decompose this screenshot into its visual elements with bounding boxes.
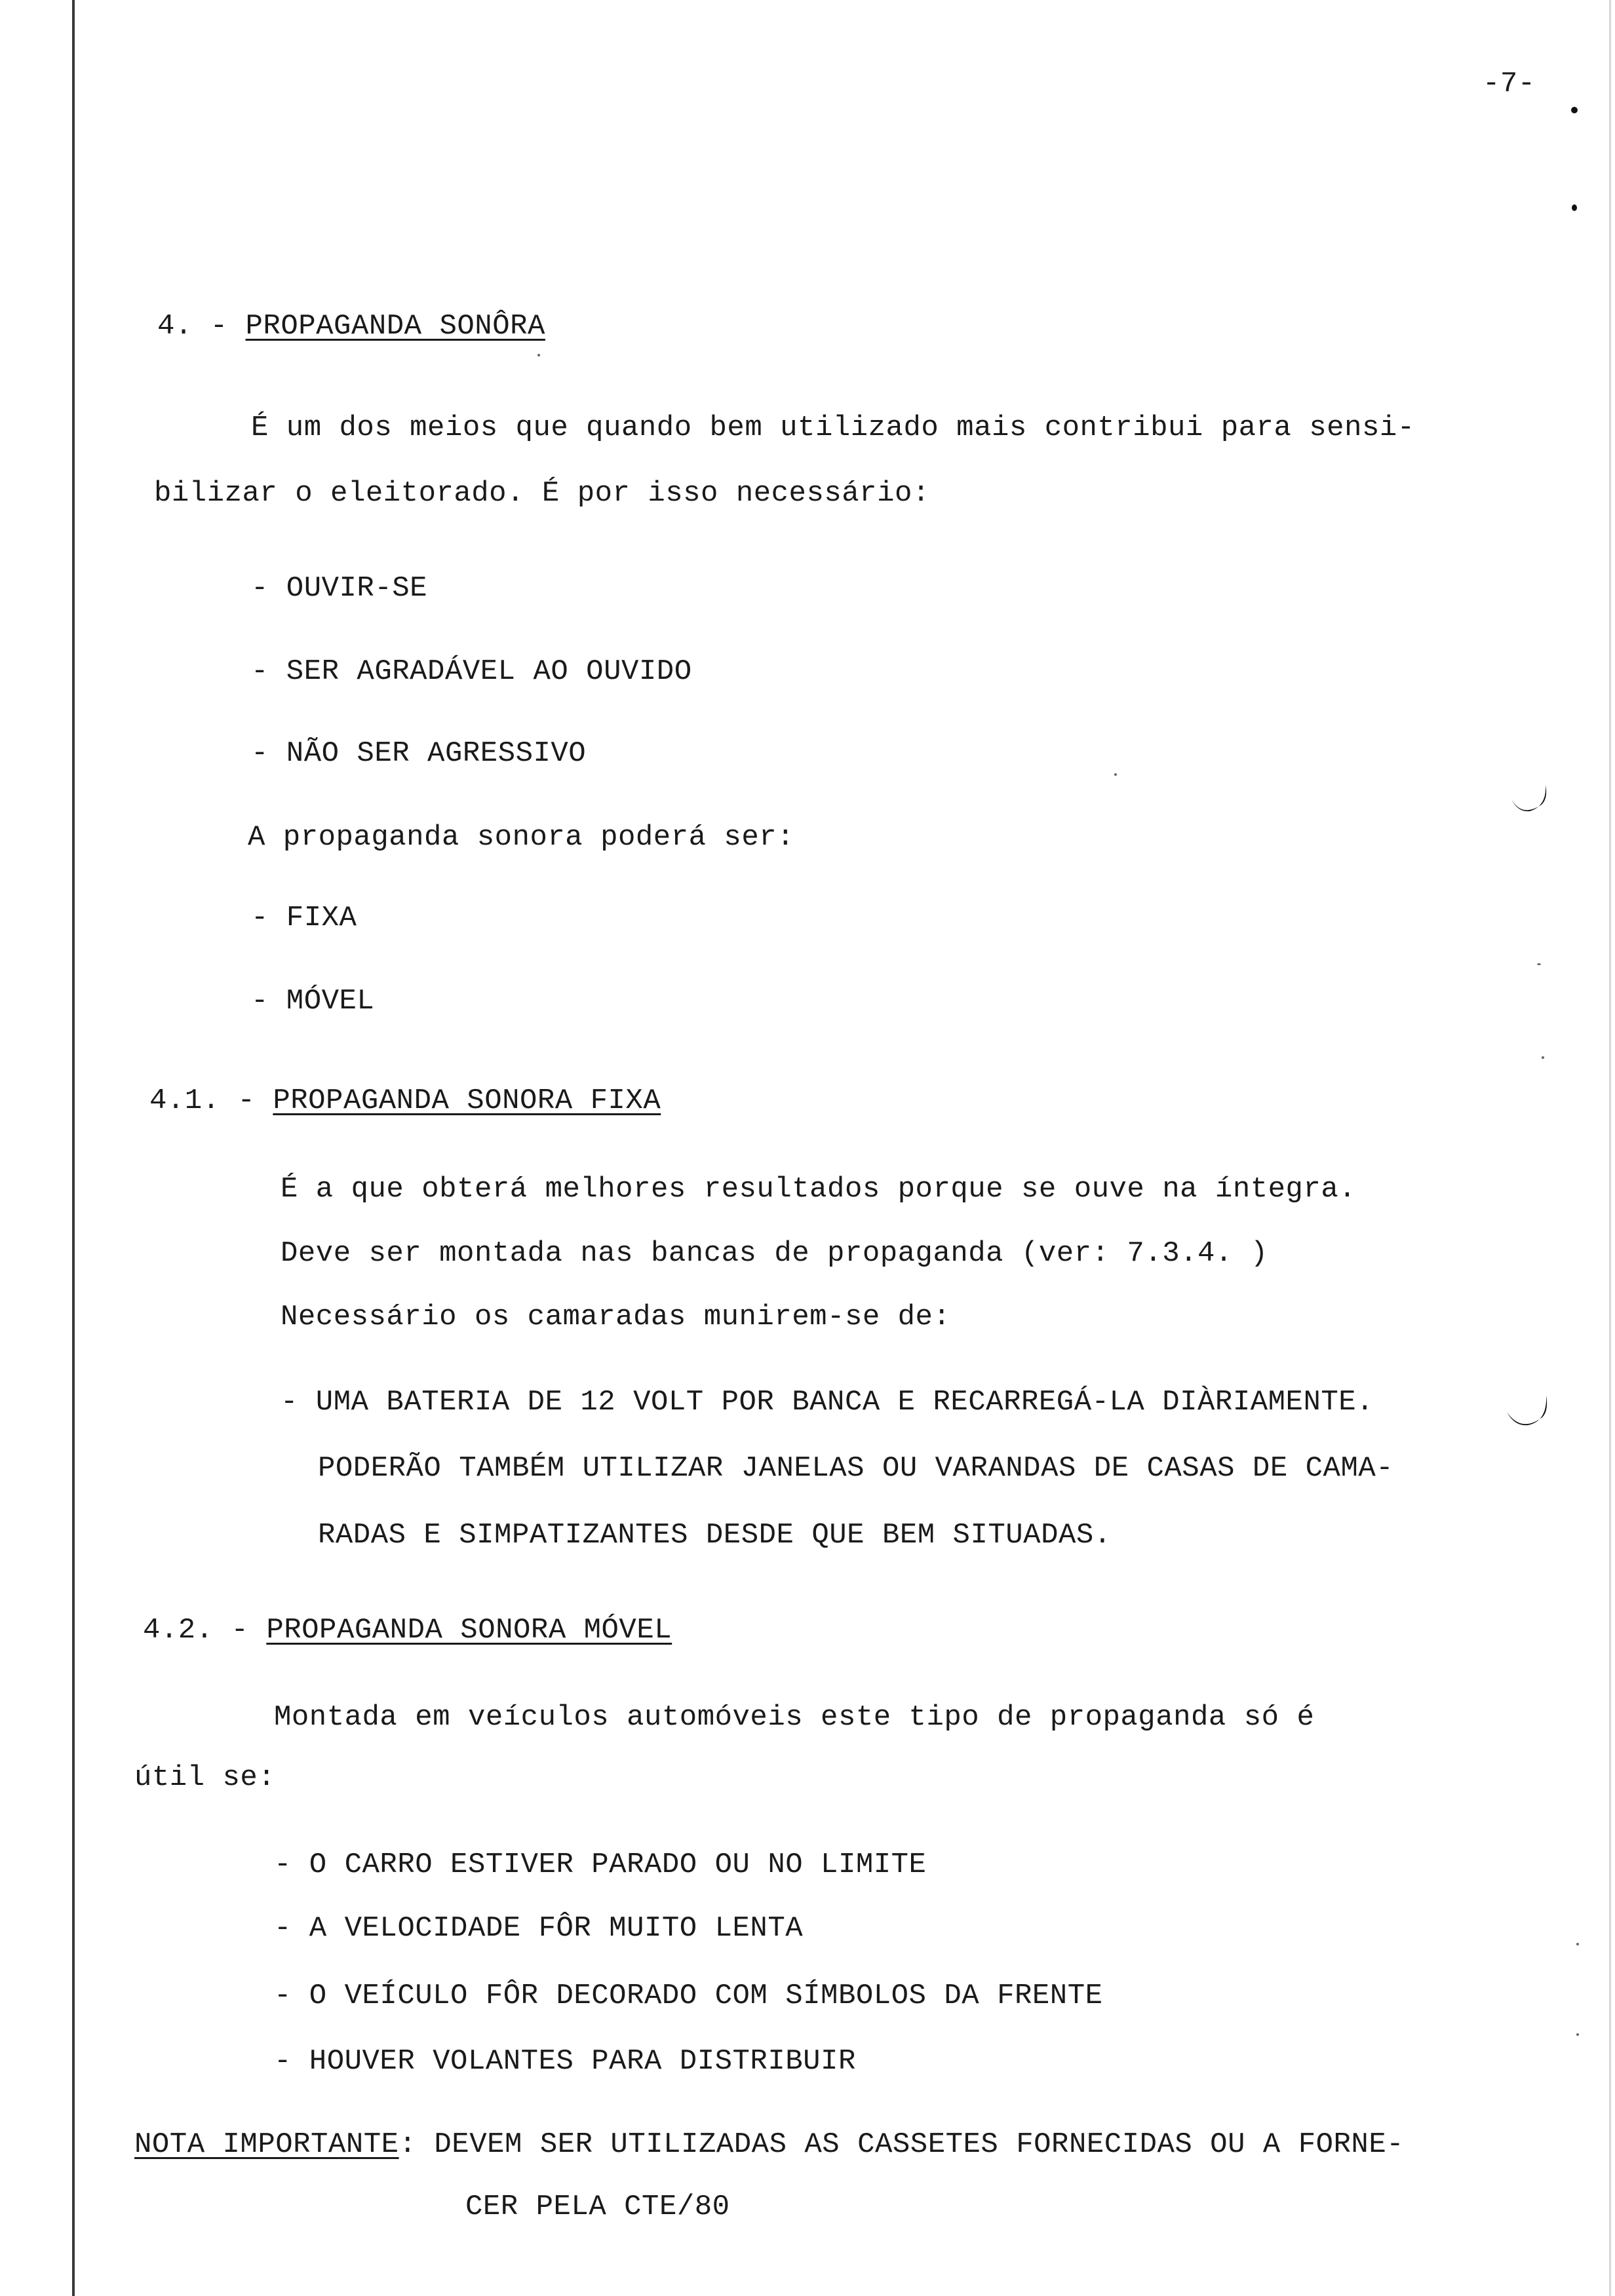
ink-blot-mark [1508,780,1553,826]
section-4-number: 4. - [157,310,228,343]
scan-speck [1537,963,1541,965]
list-item: - O VEÍCULO FÔR DECORADO COM SÍMBOLOS DA FRENTE [274,1980,1103,2012]
scan-dot [1571,107,1578,113]
section-4-2-intro-line1: Montada em veículos automóveis este tipo de propaganda só é [274,1701,1315,1734]
scan-speck [1576,2033,1579,2036]
section-4-heading [157,308,545,345]
section-4-1-line1: É a que obterá melhores resultados porque se ouve na íntegra. [281,1173,1357,1206]
list-item: - NÃO SER AGRESSIVO [251,737,587,770]
scan-speck [1114,773,1117,776]
scan-speck [537,354,540,356]
list-item: - O CARRO ESTIVER PARADO OU NO LIMITE [274,1848,927,1881]
list-item: - OUVIR-SE [251,572,428,605]
note-separator: : [399,2128,417,2161]
section-4-intro-line2: bilizar o eleitorado. É por isso necessário: [154,477,930,510]
note-label: NOTA IMPORTANTE [134,2128,399,2161]
note-line2: CER PELA CTE/80 [465,2191,730,2223]
list-item: - FIXA [251,902,357,934]
bullet-line: - UMA BATERIA DE 12 VOLT POR BANCA E RECARREGÁ-LA DIÀRIAMENTE. [281,1386,1374,1419]
section-4-2-intro-line2: útil se: [134,1761,276,1794]
section-4-1-line3: Necessário os camaradas munirem-se de: [281,1301,951,1333]
note-line1: DEVEM SER UTILIZADAS AS CASSETES FORNECIDAS OU A FORNE- [434,2128,1405,2161]
section-4-1-line2: Deve ser montada nas bancas de propaganda (ver: 7.3.4. ) [281,1237,1268,1270]
section-4-1-heading [149,1082,661,1119]
section-4-2-title: PROPAGANDA SONORA MÓVEL [266,1614,672,1647]
bullet-line: PODERÃO TAMBÉM UTILIZAR JANELAS OU VARANDAS DE CASAS DE CAMA- [318,1452,1394,1485]
list-item: - SER AGRADÁVEL AO OUVIDO [251,655,692,688]
scan-dot [1572,204,1577,211]
important-note [134,2126,1404,2163]
section-4-1-number: 4.1. - [149,1084,256,1117]
section-4-2-number: 4.2. - [143,1614,249,1647]
list-item: - HOUVER VOLANTES PARA DISTRIBUIR [274,2045,856,2078]
section-4-intro-line1: É um dos meios que quando bem utilizado mais contribui para sensi- [251,411,1415,444]
section-4-2-heading [143,1612,672,1649]
section-4-title: PROPAGANDA SONÔRA [245,310,545,343]
right-edge-line [1609,0,1611,2296]
section-4-1-title: PROPAGANDA SONORA FIXA [273,1084,661,1117]
scan-speck [1542,1056,1544,1059]
list-item: - A VELOCIDADE FÔR MUITO LENTA [274,1912,804,1945]
list-item: - MÓVEL [251,985,375,1018]
scan-speck [1576,1943,1579,1945]
page-number: -7- [1483,67,1536,100]
types-intro: A propaganda sonora poderá ser: [248,821,795,854]
bullet-line: RADAS E SIMPATIZANTES DESDE QUE BEM SITUADAS. [318,1519,1112,1552]
left-margin-line [72,0,75,2296]
ink-blot-mark [1504,1392,1557,1445]
